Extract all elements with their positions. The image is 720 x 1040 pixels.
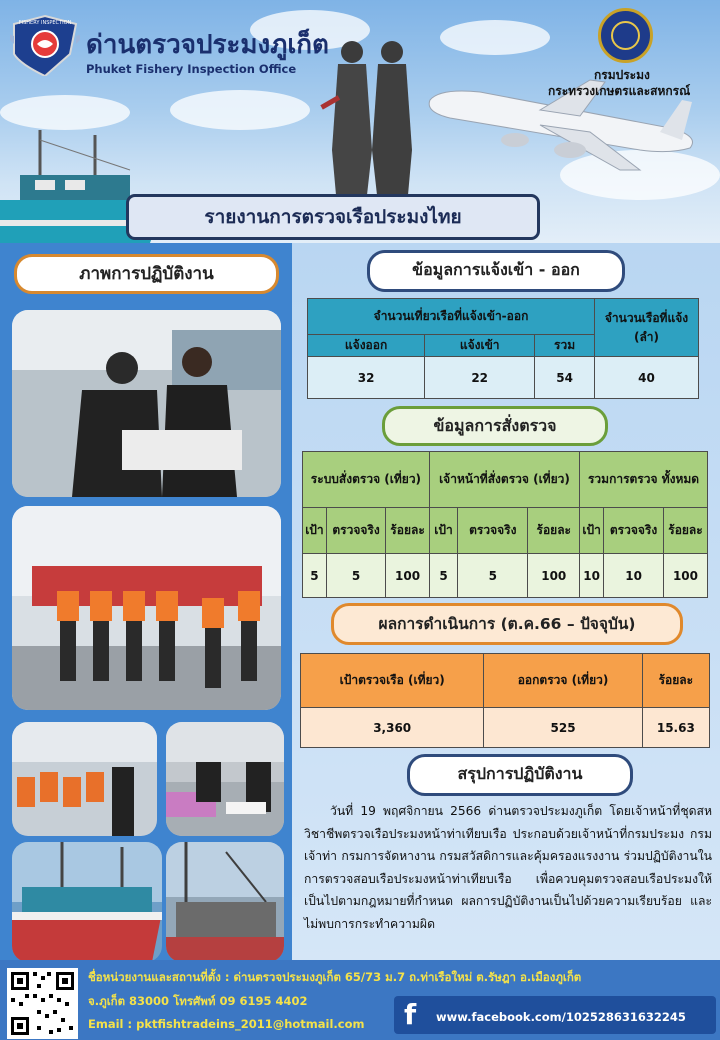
ministry-name: กระทรวงเกษตรและสหกรณ์ xyxy=(548,84,691,98)
notify-value-out: 32 xyxy=(308,357,425,399)
department-of-fisheries-seal xyxy=(598,8,653,63)
result-header-inspected: ออกตรวจ (เที่ยว) xyxy=(484,654,642,708)
order-table xyxy=(302,451,708,598)
order-value: 100 xyxy=(528,554,580,598)
order-value: 10 xyxy=(580,554,604,598)
footer-address: ชื่อหน่วยงานและสถานที่ตั้ง : ด่านตรวจประมงภูเก็ต 65/73 ม.7 ถ.ท่าเรือใหม่ ต.รัษฎา อ.เมืองภูเก็ต xyxy=(88,970,582,984)
order-sub-actual: ตรวจจริง xyxy=(604,508,664,554)
photo-document-check xyxy=(166,722,284,836)
summary-text: วันที่ 19 พฤศจิกายน 2566 ด่านตรวจประมงภูเก็ต โดยเจ้าหน้าที่ชุดสหวิชาชีพตรวจเรือประมงหน้าท่าเทียบเรือ ประกอบด้วยเจ้าหน้าที่กรมประมง กรมเจ้าท่า กรมการจัดหางาน กรมสวัสดิการและคุ้มครองแรงงาน ร่วมปฏิบัติงานในการตรวจสอบเรือประมงหน้าท่าเทียบเรือ เพื่อควบคุมตรวจสอบเรือประมงให้เป็นไปตามกฎหมายที่กำหนด ผลการปฏิบัติงานเป็นไปด้วยความเรียบร้อย และไม่พบการกระทำความผิด xyxy=(304,804,712,931)
photo-boat-cabin xyxy=(166,842,284,962)
order-sub-target: เป้า xyxy=(429,508,457,554)
notify-value-total: 54 xyxy=(535,357,595,399)
notify-group-header: จำนวนเที่ยวเรือที่แจ้งเข้า-ออก xyxy=(308,299,595,335)
header-banner xyxy=(0,0,720,243)
order-value: 10 xyxy=(604,554,664,598)
qr-code[interactable] xyxy=(7,968,78,1039)
result-value-target: 3,360 xyxy=(301,708,484,748)
result-value-percent: 15.63 xyxy=(642,708,709,748)
office-name-thai: ด่านตรวจประมงภูเก็ต xyxy=(86,30,329,60)
order-sub-target: เป้า xyxy=(580,508,604,554)
notify-section-heading: ข้อมูลการแจ้งเข้า - ออก xyxy=(367,250,625,292)
facebook-url[interactable]: www.facebook.com/102528631632245 xyxy=(436,1010,686,1024)
notify-col-in: แจ้งเข้า xyxy=(425,335,535,357)
summary-section-heading: สรุปการปฏิบัติงาน xyxy=(407,754,633,796)
order-sub-actual: ตรวจจริง xyxy=(458,508,528,554)
notify-col-out: แจ้งออก xyxy=(308,335,425,357)
notify-value-boats: 40 xyxy=(595,357,699,399)
office-name-english: Phuket Fishery Inspection Office xyxy=(86,62,297,76)
result-header-percent: ร้อยละ xyxy=(642,654,709,708)
svg-text:FISHERY INSPECTION: FISHERY INSPECTION xyxy=(18,20,72,26)
notify-value-in: 22 xyxy=(425,357,535,399)
order-group-system: ระบบสั่งตรวจ (เที่ยว) xyxy=(303,452,430,508)
photo-boat-hull xyxy=(12,842,162,962)
notify-count-header: จำนวนเรือที่แจ้ง (ลำ) xyxy=(595,299,699,357)
notify-table xyxy=(307,298,699,399)
order-group-officer: เจ้าหน้าที่สั่งตรวจ (เที่ยว) xyxy=(429,452,579,508)
photo-team-on-dock xyxy=(12,506,281,710)
facebook-icon: f xyxy=(404,998,417,1031)
order-sub-percent: ร้อยละ xyxy=(663,508,707,554)
order-sub-percent: ร้อยละ xyxy=(386,508,430,554)
order-sub-target: เป้า xyxy=(303,508,327,554)
notify-col-total: รวม xyxy=(535,335,595,357)
fishery-inspection-logo xyxy=(10,14,80,76)
result-section-heading: ผลการดำเนินการ (ต.ค.66 – ปัจจุบัน) xyxy=(331,603,683,645)
order-group-total: รวมการตรวจ ทั้งหมด xyxy=(580,452,708,508)
order-value: 5 xyxy=(303,554,327,598)
order-sub-actual: ตรวจจริง xyxy=(326,508,385,554)
footer-email[interactable]: Email : pktfishtradeins_2011@hotmail.com xyxy=(88,1017,365,1031)
footer-phone: จ.ภูเก็ต 83000 โทรศัพท์ 09 6195 4402 xyxy=(88,994,308,1008)
order-section-heading: ข้อมูลการสั่งตรวจ xyxy=(382,406,608,446)
report-title: รายงานการตรวจเรือประมงไทย xyxy=(126,194,540,240)
photos-heading: ภาพการปฏิบัติงาน xyxy=(14,254,279,294)
order-value: 5 xyxy=(458,554,528,598)
order-value: 100 xyxy=(663,554,707,598)
order-value: 100 xyxy=(386,554,430,598)
photo-inspection-desk xyxy=(12,310,281,497)
photo-crew-lifejackets xyxy=(12,722,157,836)
result-header-target: เป้าตรวจเรือ (เที่ยว) xyxy=(301,654,484,708)
order-sub-percent: ร้อยละ xyxy=(528,508,580,554)
result-table xyxy=(300,653,710,748)
result-value-inspected: 525 xyxy=(484,708,642,748)
department-name: กรมประมง xyxy=(594,68,650,82)
order-value: 5 xyxy=(326,554,385,598)
order-value: 5 xyxy=(429,554,457,598)
